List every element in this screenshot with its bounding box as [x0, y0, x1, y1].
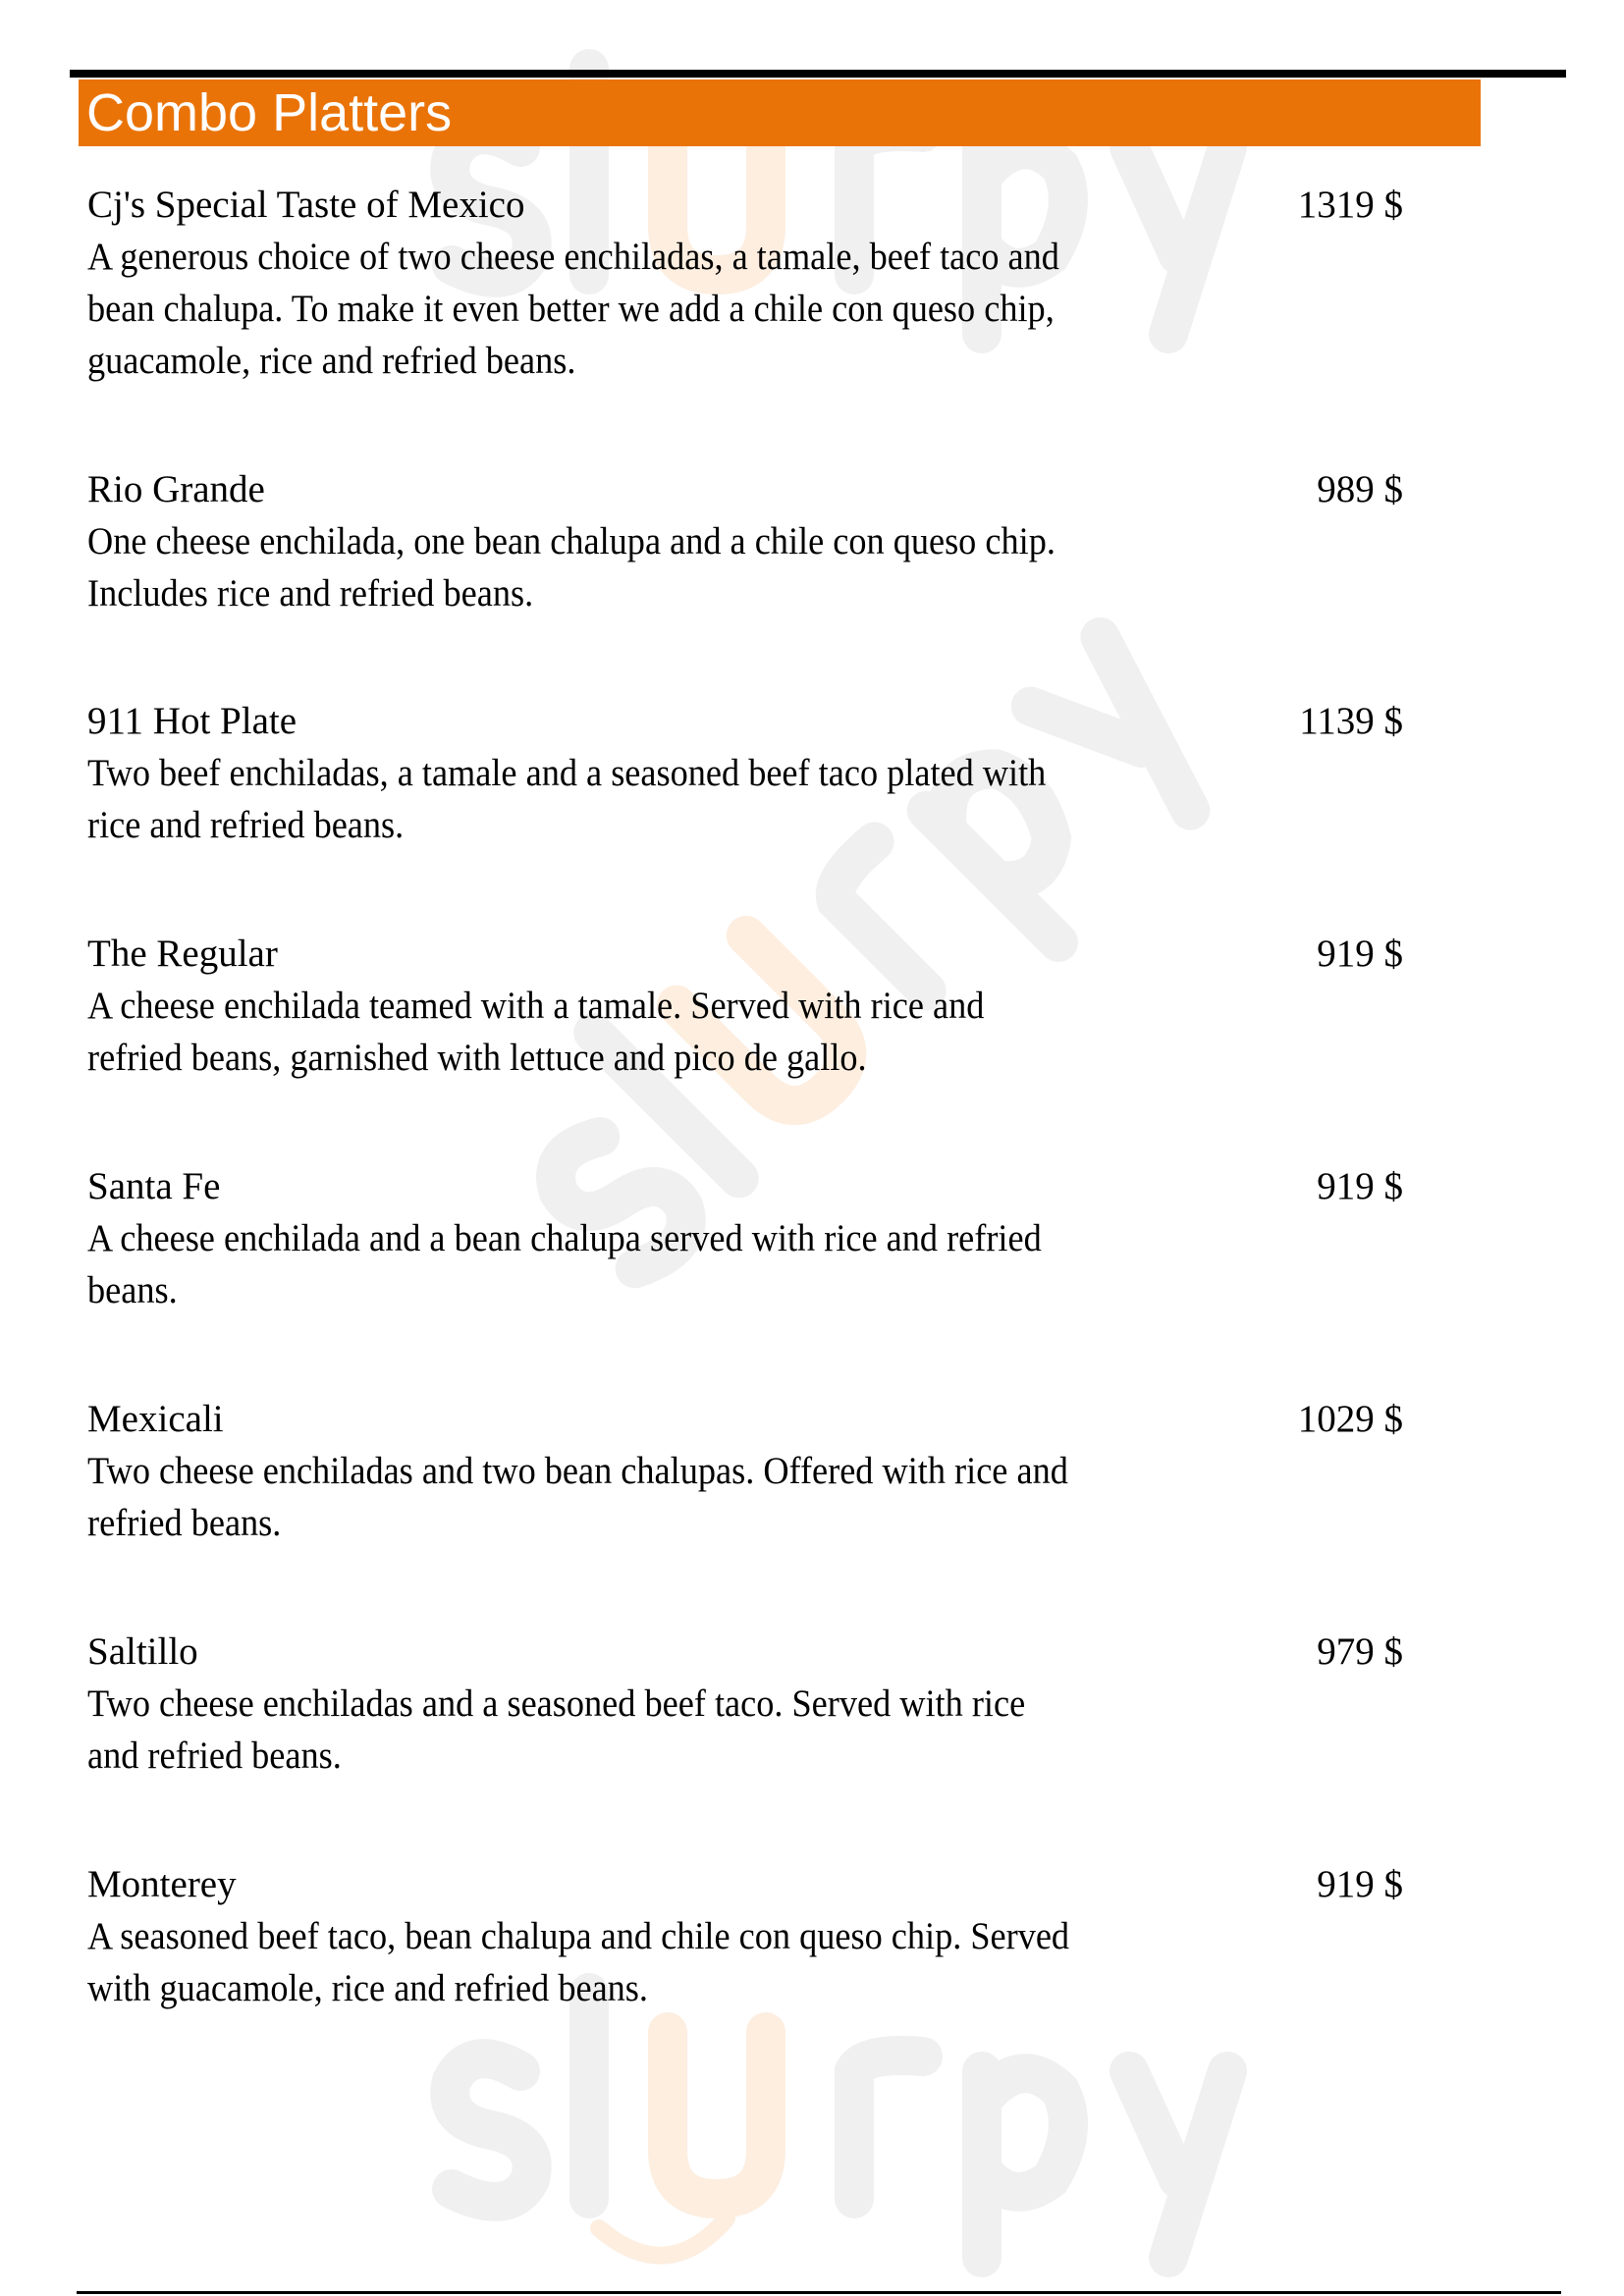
bottom-rule	[77, 2291, 1561, 2294]
menu-item	[87, 928, 1403, 1084]
item-desc-line: A seasoned beef taco, bean chalupa and chile con queso chip. Served	[87, 1915, 1070, 1957]
item-name: 911 Hot Plate	[87, 700, 298, 742]
item-name: Monterey	[87, 1863, 237, 1905]
item-price: 919 $	[1317, 933, 1403, 975]
menu-item	[87, 695, 1403, 851]
item-name: Saltillo	[87, 1630, 198, 1673]
item-name: Mexicali	[87, 1398, 224, 1440]
item-name: Rio Grande	[87, 468, 265, 510]
item-price: 919 $	[1317, 1863, 1403, 1905]
item-desc-line: beans.	[87, 1269, 178, 1311]
item-desc-line: refried beans, garnished with lettuce and pico de gallo.	[87, 1037, 867, 1079]
item-desc-line: rice and refried beans.	[87, 804, 405, 846]
menu-item	[87, 1160, 1403, 1316]
item-name: Cj's Special Taste of Mexico	[87, 184, 525, 226]
item-price: 1139 $	[1299, 700, 1403, 742]
item-name: Santa Fe	[87, 1165, 221, 1207]
menu-item	[87, 463, 1403, 619]
item-desc-line: A generous choice of two cheese enchiladas, a tamale, beef taco and	[87, 236, 1059, 278]
menu-item	[87, 1858, 1403, 2014]
menu-item	[87, 1393, 1403, 1549]
item-price: 919 $	[1317, 1165, 1403, 1207]
section-title: Combo Platters	[86, 83, 453, 142]
item-desc-line: and refried beans.	[87, 1735, 342, 1777]
item-desc-line: One cheese enchilada, one bean chalupa and a chile con queso chip.	[87, 520, 1056, 562]
item-desc-line: A cheese enchilada teamed with a tamale. Served with rice and	[87, 985, 985, 1027]
item-desc-line: Includes rice and refried beans.	[87, 572, 534, 614]
item-desc-line: bean chalupa. To make it even better we add a chile con queso chip,	[87, 288, 1055, 330]
item-name: The Regular	[87, 933, 278, 975]
menu-item	[87, 179, 1403, 387]
item-price: 979 $	[1317, 1630, 1403, 1673]
item-desc-line: A cheese enchilada and a bean chalupa served with rice and refried	[87, 1217, 1042, 1259]
item-desc-line: Two cheese enchiladas and two bean chalupas. Offered with rice and	[87, 1450, 1068, 1492]
top-rule	[70, 70, 1566, 78]
item-price: 1029 $	[1297, 1398, 1403, 1440]
section-header	[79, 80, 1481, 146]
item-price: 989 $	[1317, 468, 1403, 510]
item-price: 1319 $	[1297, 184, 1403, 226]
item-desc-line: with guacamole, rice and refried beans.	[87, 1967, 648, 2009]
item-desc-line: Two beef enchiladas, a tamale and a seasoned beef taco plated with	[87, 752, 1047, 794]
item-desc-line: refried beans.	[87, 1502, 282, 1544]
item-desc-line: Two cheese enchiladas and a seasoned beef taco. Served with rice	[87, 1682, 1026, 1725]
item-desc-line: guacamole, rice and refried beans.	[87, 340, 576, 382]
menu-item	[87, 1626, 1403, 1782]
